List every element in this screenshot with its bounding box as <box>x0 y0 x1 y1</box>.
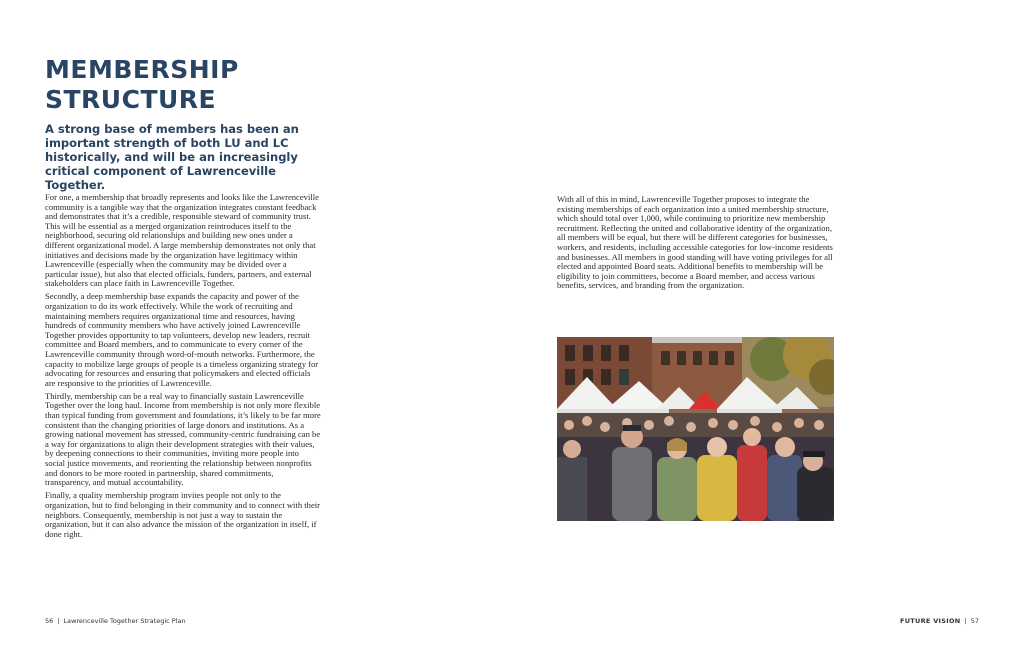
lead-paragraph: A strong base of members has been an important strength of both LU and LC historically, and will be an increasingly critical component of Lawrenceville Together. <box>45 122 299 192</box>
body-paragraph-4: Finally, a quality membership program invites people not only to the organization, but to find belonging in their community and to connect with their neighbors. Consequently, membership is not just a way to sustain the organization, but it can also advance the mission of the organization in itself, if done right. <box>45 490 321 539</box>
right-body-paragraph: With all of this in mind, Lawrenceville Together proposes to integrate the existing memberships of each organization into a united membership structure, which should total over 1,000, while continuing to prioritize new membership recruitment. Reflecting the united and collaborative identity of the organization, all members will be equal, but there will be different categories for businesses, workers, and residents, including accessible categories for low-income residents and businesses. All members in good standing will have voting privileges for all elected and appointed Board seats. Additional benefits to membership will be eligibility to join committees, become a Board member, and access various benefits, services, and branding from the organization. <box>557 194 833 291</box>
document-title: Lawrenceville Together Strategic Plan <box>63 617 186 625</box>
right-page-number: 57 <box>970 617 979 625</box>
footer-section-name: FUTURE VISION <box>899 617 961 625</box>
festival-crowd-illustration <box>557 337 834 521</box>
title-line-2: STRUCTURE <box>45 85 217 114</box>
street-festival-photo <box>557 337 834 521</box>
left-footer <box>45 617 186 625</box>
body-paragraph-2: Secondly, a deep membership base expands the capacity and power of the organization to do its work effectively. While the work of recruiting and maintaining members requires organizational time and resources, having hundreds of community members who have actively joined Lawrenceville Together provides opportunity to tap volunteers, develop new leaders, recruit committee and Board members, and to communicate to every corner of the Lawrenceville community through word-of-mouth networks. Furthermore, the capacity to mobilize large groups of people is a timeless organizing strategy for advocating for resources and ensuring that policymakers and elected officials are responsive to the priorities of Lawrenceville. <box>45 291 319 388</box>
body-paragraph-3: Thirdly, membership can be a real way to financially sustain Lawrenceville Together over the long haul. Income from membership is not only more flexible than typical funding from government and foundations, it’s likely to be far more consistent than the changing priorities of large donors and institutions. As a growing national movement has stressed, community-centric fundraising can be a way for organizations to align their development strategies with their values, by deepening connections to their communities, inviting more people into social justice movements, and reorienting the relationship between nonprofits and donors to be more rooted in partnership, shared commitments, transparency, and mutual accountability. <box>45 390 321 488</box>
right-body-column <box>557 195 833 291</box>
title-line-1: MEMBERSHIP <box>45 55 239 84</box>
right-footer <box>900 617 979 625</box>
body-paragraph-1: For one, a membership that broadly represents and looks like the Lawrenceville community is a tangible way that the organization integrates constant feedback and demonstrates that it’s a credible, responsible steward of community trust. This will be essential as a merged organization reintroduces itself to the neighborhood, securing old relationships and building new ones under a different organizational model. A large membership demonstrates not only that initiatives and decisions made by the organization have legitimacy within Lawrenceville (especially when the community may be divided over a particular issue), but also that elected officials, funders, partners, and external stakeholders can place faith in Lawrenceville Together. <box>45 192 319 289</box>
left-body-column <box>45 193 321 543</box>
footer-separator-right: | <box>964 617 967 625</box>
left-page-number: 56 <box>45 617 54 625</box>
page-title <box>45 55 239 115</box>
right-page <box>512 0 1024 663</box>
footer-separator: | <box>57 617 60 625</box>
